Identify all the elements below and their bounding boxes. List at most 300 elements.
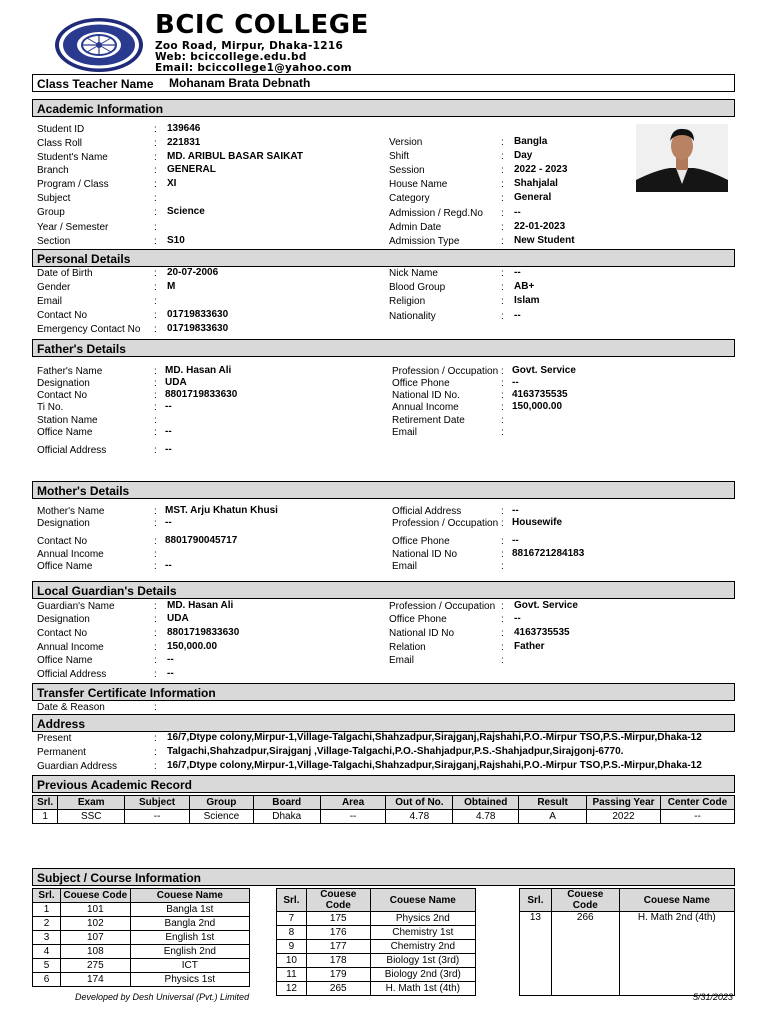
table-row <box>520 968 735 982</box>
colon: : <box>501 518 504 529</box>
table-cell: 107 <box>60 931 130 945</box>
academic-group-label: Group <box>37 207 65 218</box>
table-cell: -- <box>125 810 190 824</box>
colon: : <box>501 536 504 547</box>
personal-religion-value: Islam <box>514 295 540 306</box>
colon: : <box>501 601 504 612</box>
table-cell: Biology 1st (3rd) <box>370 954 475 968</box>
table-row <box>33 931 250 945</box>
colon: : <box>154 427 157 438</box>
father-profession-occupation-label: Profession / Occupation <box>392 366 499 377</box>
table-cell: 175 <box>306 912 370 926</box>
father-office-name-value: -- <box>165 426 172 437</box>
table-cell: 4 <box>33 945 61 959</box>
table-cell <box>520 982 552 996</box>
college-header <box>0 0 768 78</box>
academic-admin-date-value: 22-01-2023 <box>514 221 566 232</box>
personal-gender-label: Gender <box>37 282 71 293</box>
table-cell <box>551 926 619 940</box>
table-cell: 275 <box>60 959 130 973</box>
mother-designation-value: -- <box>165 517 172 528</box>
table-cell: 12 <box>277 982 307 996</box>
personal-blood-group-value: AB+ <box>514 281 535 292</box>
guardian-annual-income-label: Annual Income <box>37 642 104 653</box>
table-row <box>277 912 476 926</box>
colon: : <box>501 282 504 293</box>
colon: : <box>154 138 157 149</box>
table-row <box>277 954 476 968</box>
table-row <box>277 982 476 996</box>
academic-shift-label: Shift <box>389 151 410 162</box>
colon: : <box>501 193 504 204</box>
colon: : <box>154 324 157 335</box>
table-cell: SSC <box>58 810 125 824</box>
section-address <box>32 714 735 732</box>
academic-admission-type-value: New Student <box>514 235 575 246</box>
table-cell: 108 <box>60 945 130 959</box>
personal-religion-label: Religion <box>389 296 426 307</box>
colon: : <box>154 506 157 517</box>
section-transfer <box>32 683 735 701</box>
table-row <box>520 912 735 926</box>
table-cell <box>551 982 619 996</box>
academic-admission-regd-no-value: -- <box>514 207 521 218</box>
table-cell: 13 <box>520 912 552 926</box>
guardian-official-address-label: Official Address <box>37 669 107 680</box>
father-father-s-name-value: MD. Hasan Ali <box>165 365 232 376</box>
table-cell <box>619 940 734 954</box>
table-cell: 10 <box>277 954 307 968</box>
colon: : <box>154 761 157 772</box>
address-guardian-address-value: 16/7,Dtype colony,Mirpur-1,Village-Talgachi,Shahzadpur,Sirajganj,Rajshahi,P.O.-Mirpur TSO,P.S.-Mirpur,Dhaka-12 <box>167 760 702 771</box>
academic-section-value: S10 <box>167 235 185 246</box>
colon: : <box>154 614 157 625</box>
section-previous <box>32 775 735 793</box>
colon: : <box>154 549 157 560</box>
mother-mother-s-name-value: MST. Arju Khatun Khusi <box>165 505 278 516</box>
colon: : <box>154 296 157 307</box>
column-header: Exam <box>58 796 125 810</box>
colon: : <box>154 642 157 653</box>
column-header: Passing Year <box>587 796 661 810</box>
academic-session-value: 2022 - 2023 <box>514 164 568 175</box>
father-office-phone-value: -- <box>512 377 519 388</box>
table-cell: 174 <box>60 973 130 987</box>
guardian-office-phone-value: -- <box>514 613 521 624</box>
colon: : <box>154 310 157 321</box>
colon: : <box>501 151 504 162</box>
college-web: Web: bciccollege.edu.bd <box>155 51 307 63</box>
address-guardian-address-label: Guardian Address <box>37 761 118 772</box>
academic-admin-date-label: Admin Date <box>389 222 442 233</box>
class-teacher-row <box>32 74 735 92</box>
guardian-guardian-s-name-value: MD. Hasan Ali <box>167 600 234 611</box>
subject-table-2 <box>276 888 476 996</box>
section-title: Transfer Certificate Information <box>37 686 216 700</box>
table-cell: 2 <box>33 917 61 931</box>
table-row <box>520 954 735 968</box>
mother-email-label: Email <box>392 561 418 572</box>
column-header: Couese Name <box>370 889 475 912</box>
personal-nationality-label: Nationality <box>389 311 436 322</box>
colon: : <box>154 669 157 680</box>
personal-contact-no-value: 01719833630 <box>167 309 229 320</box>
table-row <box>520 940 735 954</box>
table-cell: 9 <box>277 940 307 954</box>
table-cell: 6 <box>33 973 61 987</box>
colon: : <box>154 124 157 135</box>
table-cell: 178 <box>306 954 370 968</box>
colon: : <box>154 445 157 456</box>
table-cell: 266 <box>551 912 619 926</box>
college-email: Email: bciccollege1@yahoo.com <box>155 62 352 74</box>
table-cell <box>551 940 619 954</box>
academic-section-label: Section <box>37 236 71 247</box>
section-father <box>32 339 735 357</box>
column-header: Couese Name <box>130 889 249 903</box>
footer-date: 5/31/2023 <box>693 992 734 1002</box>
mother-contact-no-label: Contact No <box>37 536 88 547</box>
colon: : <box>501 137 504 148</box>
column-header: Couese Code <box>551 889 619 912</box>
father-ti-no-label: Ti No. <box>37 402 64 413</box>
table-row <box>520 926 735 940</box>
guardian-office-name-value: -- <box>167 654 174 665</box>
table-cell: 2022 <box>587 810 661 824</box>
table-row <box>33 917 250 931</box>
table-cell: H. Math 2nd (4th) <box>619 912 734 926</box>
column-header: Couese Code <box>306 889 370 912</box>
mother-official-address-value: -- <box>512 505 519 516</box>
mother-mother-s-name-label: Mother's Name <box>37 506 105 517</box>
personal-nick-name-value: -- <box>514 267 521 278</box>
colon: : <box>154 655 157 666</box>
person-photo-icon <box>636 124 728 192</box>
table-cell <box>551 954 619 968</box>
father-annual-income-label: Annual Income <box>392 402 459 413</box>
father-national-id-no-label: National ID No. <box>392 390 460 401</box>
section-title: Father's Details <box>37 342 126 356</box>
table-cell: Science <box>189 810 253 824</box>
guardian-annual-income-value: 150,000.00 <box>167 641 218 652</box>
guardian-national-id-no-value: 4163735535 <box>514 627 570 638</box>
personal-gender-value: M <box>167 281 176 292</box>
column-header: Srl. <box>33 796 58 810</box>
guardian-profession-occupation-value: Govt. Service <box>514 600 578 611</box>
previous-record-table <box>32 795 735 824</box>
column-header: Couese Name <box>619 889 734 912</box>
academic-category-label: Category <box>389 193 430 204</box>
academic-category-value: General <box>514 192 552 203</box>
colon: : <box>154 179 157 190</box>
colon: : <box>501 222 504 233</box>
father-email-label: Email <box>392 427 418 438</box>
colon: : <box>154 702 157 713</box>
academic-version-label: Version <box>389 137 423 148</box>
column-header: Center Code <box>660 796 734 810</box>
academic-shift-value: Day <box>514 150 533 161</box>
colon: : <box>501 208 504 219</box>
table-row <box>277 940 476 954</box>
mother-profession-occupation-value: Housewife <box>512 517 563 528</box>
father-official-address-label: Official Address <box>37 445 107 456</box>
guardian-contact-no-label: Contact No <box>37 628 88 639</box>
academic-session-label: Session <box>389 165 425 176</box>
column-header: Obtained <box>453 796 519 810</box>
mother-office-name-label: Office Name <box>37 561 93 572</box>
class-teacher-label: Class Teacher Name <box>37 77 154 91</box>
student-photo <box>636 124 728 192</box>
section-title: Mother's Details <box>37 484 130 498</box>
address-present-value: 16/7,Dtype colony,Mirpur-1,Village-Talgachi,Shahzadpur,Sirajganj,Rajshahi,P.O.-Mirpur TSO,P.S.-Mirpur,Dhaka-12 <box>167 732 702 743</box>
table-cell: 5 <box>33 959 61 973</box>
subject-table-3 <box>519 888 735 996</box>
personal-contact-no-label: Contact No <box>37 310 88 321</box>
guardian-guardian-s-name-label: Guardian's Name <box>37 601 115 612</box>
colon: : <box>501 268 504 279</box>
colon: : <box>154 152 157 163</box>
mother-national-id-no-label: National ID No <box>392 549 458 560</box>
column-header: Srl. <box>520 889 552 912</box>
colon: : <box>501 506 504 517</box>
table-cell: 8 <box>277 926 307 940</box>
academic-class-roll-value: 221831 <box>167 137 201 148</box>
academic-admission-type-label: Admission Type <box>389 236 460 247</box>
father-ti-no-value: -- <box>165 401 172 412</box>
academic-class-roll-label: Class Roll <box>37 138 83 149</box>
colon: : <box>501 402 504 413</box>
table-row <box>277 968 476 982</box>
table-cell <box>619 954 734 968</box>
personal-emergency-contact-no-label: Emergency Contact No <box>37 324 141 335</box>
father-national-id-no-value: 4163735535 <box>512 389 568 400</box>
colon: : <box>501 415 504 426</box>
table-row <box>33 810 735 824</box>
colon: : <box>501 549 504 560</box>
mother-office-phone-label: Office Phone <box>392 536 450 547</box>
column-header: Out of No. <box>386 796 453 810</box>
table-cell: 4.78 <box>453 810 519 824</box>
column-header: Srl. <box>277 889 307 912</box>
colon: : <box>501 390 504 401</box>
academic-branch-label: Branch <box>37 165 69 176</box>
section-mother <box>32 481 735 499</box>
personal-date-of-birth-value: 20-07-2006 <box>167 267 219 278</box>
table-cell <box>520 954 552 968</box>
academic-student-s-name-value: MD. ARIBUL BASAR SAIKAT <box>167 151 303 162</box>
column-header: Area <box>320 796 386 810</box>
section-title: Academic Information <box>37 102 164 116</box>
academic-group-value: Science <box>167 206 205 217</box>
father-annual-income-value: 150,000.00 <box>512 401 563 412</box>
colon: : <box>154 747 157 758</box>
guardian-contact-no-value: 8801719833630 <box>167 627 240 638</box>
guardian-national-id-no-label: National ID No <box>389 628 455 639</box>
table-cell: Chemistry 2nd <box>370 940 475 954</box>
colon: : <box>154 518 157 529</box>
father-retirement-date-label: Retirement Date <box>392 415 465 426</box>
table-cell: 176 <box>306 926 370 940</box>
colon: : <box>154 536 157 547</box>
colon: : <box>501 427 504 438</box>
section-subjects <box>32 868 735 886</box>
colon: : <box>501 628 504 639</box>
academic-student-id-value: 139646 <box>167 123 201 134</box>
mother-office-phone-value: -- <box>512 535 519 546</box>
academic-student-s-name-label: Student's Name <box>37 152 108 163</box>
personal-emergency-contact-no-value: 01719833630 <box>167 323 229 334</box>
personal-blood-group-label: Blood Group <box>389 282 446 293</box>
academic-admission-regd-no-label: Admission / Regd.No <box>389 208 483 219</box>
table-cell: -- <box>660 810 734 824</box>
transfer-label: Date & Reason <box>37 702 105 713</box>
section-title: Address <box>37 717 86 731</box>
column-header: Srl. <box>33 889 61 903</box>
subject-table-1 <box>32 888 250 987</box>
guardian-relation-value: Father <box>514 641 545 652</box>
colon: : <box>154 628 157 639</box>
footer-developer: Developed by Desh Universal (Pvt.) Limited <box>75 992 250 1002</box>
colon: : <box>154 268 157 279</box>
table-cell: H. Math 1st (4th) <box>370 982 475 996</box>
colon: : <box>501 179 504 190</box>
colon: : <box>501 311 504 322</box>
table-cell: -- <box>320 810 386 824</box>
father-father-s-name-label: Father's Name <box>37 366 103 377</box>
colon: : <box>154 282 157 293</box>
father-official-address-value: -- <box>165 444 172 455</box>
column-header: Group <box>189 796 253 810</box>
colon: : <box>501 642 504 653</box>
father-contact-no-value: 8801719833630 <box>165 389 238 400</box>
column-header: Board <box>253 796 320 810</box>
guardian-office-name-label: Office Name <box>37 655 93 666</box>
colon: : <box>154 561 157 572</box>
colon: : <box>154 733 157 744</box>
table-cell <box>619 968 734 982</box>
table-cell: Bangla 2nd <box>130 917 249 931</box>
table-cell: 102 <box>60 917 130 931</box>
colon: : <box>501 165 504 176</box>
colon: : <box>501 236 504 247</box>
address-permanent-label: Permanent <box>37 747 86 758</box>
personal-email-label: Email <box>37 296 63 307</box>
colon: : <box>501 561 504 572</box>
colon: : <box>154 207 157 218</box>
table-cell: 179 <box>306 968 370 982</box>
father-profession-occupation-value: Govt. Service <box>512 365 576 376</box>
section-title: Personal Details <box>37 252 131 266</box>
academic-year-semester-label: Year / Semester <box>37 222 109 233</box>
college-logo-icon <box>54 17 144 73</box>
mother-contact-no-value: 8801790045717 <box>165 535 238 546</box>
mother-designation-label: Designation <box>37 518 90 529</box>
section-personal <box>32 249 735 267</box>
table-cell: 1 <box>33 903 61 917</box>
colon: : <box>501 655 504 666</box>
section-title: Previous Academic Record <box>37 778 192 792</box>
colon: : <box>154 378 157 389</box>
mother-official-address-label: Official Address <box>392 506 462 517</box>
college-address: Zoo Road, Mirpur, Dhaka-1216 <box>155 40 344 52</box>
table-cell: 3 <box>33 931 61 945</box>
mother-profession-occupation-label: Profession / Occupation <box>392 518 499 529</box>
colon: : <box>154 402 157 413</box>
table-cell: Physics 2nd <box>370 912 475 926</box>
mother-annual-income-label: Annual Income <box>37 549 104 560</box>
personal-nationality-value: -- <box>514 310 521 321</box>
guardian-profession-occupation-label: Profession / Occupation <box>389 601 496 612</box>
address-present-label: Present <box>37 733 72 744</box>
colon: : <box>154 236 157 247</box>
colon: : <box>154 222 157 233</box>
table-cell: Biology 2nd (3rd) <box>370 968 475 982</box>
guardian-official-address-value: -- <box>167 668 174 679</box>
table-cell: English 2nd <box>130 945 249 959</box>
table-cell: Dhaka <box>253 810 320 824</box>
father-designation-value: UDA <box>165 377 187 388</box>
table-cell: 11 <box>277 968 307 982</box>
mother-office-name-value: -- <box>165 560 172 571</box>
table-cell: A <box>519 810 587 824</box>
table-cell: ICT <box>130 959 249 973</box>
table-cell <box>520 926 552 940</box>
table-cell <box>619 926 734 940</box>
father-station-name-label: Station Name <box>37 415 98 426</box>
colon: : <box>501 296 504 307</box>
mother-national-id-no-value: 8816721284183 <box>512 548 585 559</box>
colon: : <box>154 193 157 204</box>
academic-program-class-value: XI <box>167 178 177 189</box>
table-cell <box>520 940 552 954</box>
academic-house-name-value: Shahjalal <box>514 178 558 189</box>
colon: : <box>501 366 504 377</box>
colon: : <box>501 614 504 625</box>
column-header: Couese Code <box>60 889 130 903</box>
table-cell: Bangla 1st <box>130 903 249 917</box>
colon: : <box>154 366 157 377</box>
father-designation-label: Designation <box>37 378 90 389</box>
father-office-name-label: Office Name <box>37 427 93 438</box>
personal-nick-name-label: Nick Name <box>389 268 438 279</box>
college-name: BCIC COLLEGE <box>155 10 369 40</box>
academic-program-class-label: Program / Class <box>37 179 109 190</box>
section-guardian <box>32 581 735 599</box>
father-office-phone-label: Office Phone <box>392 378 450 389</box>
academic-subject-label: Subject <box>37 193 71 204</box>
section-title: Subject / Course Information <box>37 871 202 885</box>
class-teacher-value: Mohanam Brata Debnath <box>169 76 311 90</box>
colon: : <box>501 378 504 389</box>
section-academic <box>32 99 735 117</box>
section-title: Local Guardian's Details <box>37 584 177 598</box>
guardian-office-phone-label: Office Phone <box>389 614 447 625</box>
table-row <box>33 959 250 973</box>
table-cell: Physics 1st <box>130 973 249 987</box>
colon: : <box>154 165 157 176</box>
academic-branch-value: GENERAL <box>167 164 216 175</box>
table-row <box>33 903 250 917</box>
table-row <box>277 926 476 940</box>
table-cell: 1 <box>33 810 58 824</box>
academic-house-name-label: House Name <box>389 179 448 190</box>
table-cell <box>551 968 619 982</box>
guardian-email-label: Email <box>389 655 415 666</box>
column-header: Result <box>519 796 587 810</box>
guardian-designation-value: UDA <box>167 613 189 624</box>
table-cell: 7 <box>277 912 307 926</box>
academic-student-id-label: Student ID <box>37 124 85 135</box>
